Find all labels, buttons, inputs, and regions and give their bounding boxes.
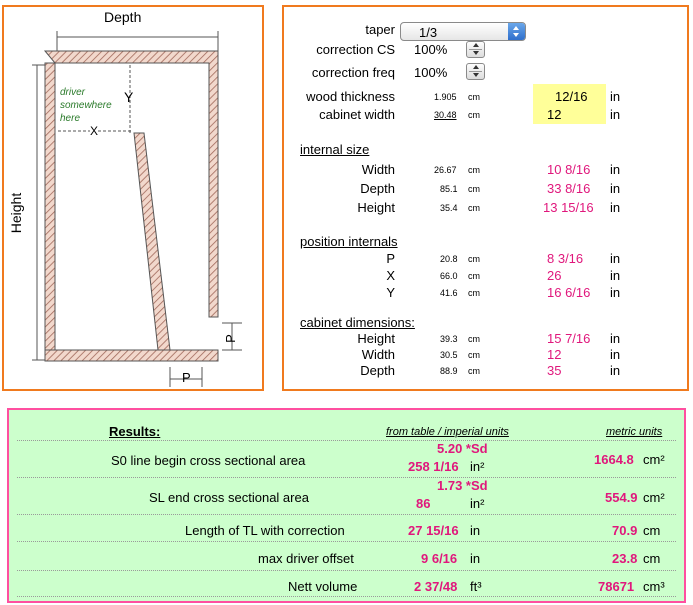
cabinet-width-dim-in: 12 [547, 347, 562, 362]
cabinet-width-in-unit: in [610, 107, 621, 122]
correction-freq-value: 100% [414, 65, 448, 80]
s0-label: S0 line begin cross sectional area [111, 453, 306, 468]
cabinet-left-wall [45, 63, 55, 350]
cabinet-depth-label: Depth [360, 363, 395, 378]
results-panel [7, 408, 686, 603]
offset-metric-unit: cm [643, 551, 661, 566]
s0-metric-value: 1664.8 [594, 452, 634, 467]
cabinet-height-in: 15 7/16 [547, 331, 591, 346]
length-metric-unit: cm [643, 523, 661, 538]
position-y-cm-unit: cm [468, 288, 480, 298]
volume-imperial-unit: ft³ [470, 579, 482, 594]
cabinet-width-dim-cm: 30.5 [440, 350, 458, 360]
cabinet-width-input[interactable]: 12 [547, 107, 562, 122]
volume-metric-value: 78671 [598, 579, 635, 594]
taper-label: taper [365, 22, 395, 37]
internal-depth-label: Depth [360, 181, 395, 196]
select-arrows-icon[interactable] [508, 23, 525, 40]
internal-height-in-unit: in [610, 200, 621, 215]
correction-freq-label: correction freq [311, 65, 395, 80]
results-heading: Results: [109, 424, 161, 439]
length-imperial-value: 27 15/16 [408, 523, 459, 538]
correction-freq-stepper[interactable] [466, 63, 485, 80]
internal-height-in: 13 15/16 [543, 200, 594, 215]
driver-text-line-1: driver [60, 87, 86, 98]
p-label-bottom: P [182, 370, 191, 385]
wood-thickness-input[interactable]: 12/16 [555, 89, 588, 104]
cabinet-bottom-wall [45, 350, 218, 361]
cabinet-depth-cm-unit: cm [468, 366, 480, 376]
height-label: Height [8, 192, 25, 234]
offset-imperial-value: 9 6/16 [421, 551, 458, 566]
driver-text-line-2: somewhere [60, 100, 112, 111]
position-p-label: P [386, 251, 395, 266]
cabinet-width-dim-in-unit: in [610, 347, 621, 362]
cabinet-width-dim-label: Width [361, 347, 395, 362]
diagram-panel [2, 5, 264, 391]
volume-imperial-value: 2 37/48 [414, 579, 458, 594]
position-p-cm: 20.8 [440, 254, 458, 264]
p-label-side: P [222, 334, 238, 343]
cabinet-depth-cm: 88.9 [440, 366, 458, 376]
depth-label: Depth [104, 9, 142, 25]
internal-height-label: Height [357, 200, 395, 215]
position-p-cm-unit: cm [468, 254, 480, 264]
internal-depth-cm-unit: cm [468, 184, 480, 194]
results-divider [17, 570, 676, 571]
volume-label: Nett volume [288, 579, 358, 594]
cabinet-diagram [4, 7, 262, 389]
internal-width-cm-unit: cm [468, 165, 480, 175]
cabinet-dimensions-heading: cabinet dimensions: [300, 315, 415, 330]
driver-text-line-3: here [60, 113, 81, 124]
length-imperial-unit: in [470, 523, 481, 538]
internal-depth-in: 33 8/16 [547, 181, 591, 196]
y-label: Y [124, 89, 134, 105]
results-divider [17, 596, 676, 597]
position-p-in-unit: in [610, 251, 621, 266]
offset-metric-value: 23.8 [612, 551, 638, 566]
sl-imperial-unit: in² [470, 496, 485, 511]
offset-imperial-unit: in [470, 551, 481, 566]
sl-label: SL end cross sectional area [149, 490, 309, 505]
tapered-panel [134, 133, 170, 350]
sl-metric-unit: cm² [643, 490, 665, 505]
s0-imperial-value: 258 1/16 [408, 459, 459, 474]
position-x-cm: 66.0 [440, 271, 458, 281]
internal-width-label: Width [361, 162, 395, 177]
internal-size-heading: internal size [300, 142, 370, 157]
position-x-in-unit: in [610, 268, 621, 283]
position-y-cm: 41.6 [440, 288, 458, 298]
sl-metric-value: 554.9 [605, 490, 638, 505]
cabinet-width-dim-cm-unit: cm [468, 350, 480, 360]
length-metric-value: 70.9 [612, 523, 638, 538]
cabinet-height-cm: 39.3 [440, 334, 458, 344]
cabinet-width-cm: 30.48 [434, 110, 457, 120]
position-x-in: 26 [547, 268, 562, 283]
wood-thickness-in-unit: in [610, 89, 621, 104]
position-x-cm-unit: cm [468, 271, 480, 281]
position-y-in-unit: in [610, 285, 621, 300]
wood-thickness-cm-unit: cm [468, 92, 480, 102]
results-divider [17, 541, 676, 542]
driver-text [60, 86, 112, 125]
internal-depth-in-unit: in [610, 181, 621, 196]
offset-label: max driver offset [258, 551, 354, 566]
col-metric-heading: metric units [606, 426, 663, 438]
internal-width-cm: 26.67 [434, 165, 457, 175]
x-label: X [90, 124, 99, 138]
s0-imperial-unit: in² [470, 459, 485, 474]
length-label: Length of TL with correction [185, 523, 345, 538]
cabinet-height-cm-unit: cm [468, 334, 480, 344]
taper-value: 1/3 [419, 25, 438, 40]
position-y-label: Y [386, 285, 395, 300]
wood-thickness-cm: 1.905 [434, 92, 457, 102]
correction-cs-stepper[interactable] [466, 41, 485, 58]
position-internals-heading: position internals [300, 234, 398, 249]
cabinet-depth-in: 35 [547, 363, 562, 378]
col-imperial-heading: from table / imperial units [386, 426, 509, 438]
cabinet-depth-in-unit: in [610, 363, 621, 378]
s0-sd-value: 5.20 *Sd [437, 441, 488, 456]
results-divider [17, 477, 676, 478]
internal-height-cm: 35.4 [440, 203, 458, 213]
position-p-in: 8 3/16 [547, 251, 584, 266]
cabinet-height-label: Height [357, 331, 395, 346]
volume-metric-unit: cm³ [643, 579, 665, 594]
correction-cs-label: correction CS [316, 42, 395, 57]
internal-width-in: 10 8/16 [547, 162, 591, 177]
internal-height-cm-unit: cm [468, 203, 480, 213]
internal-depth-cm: 85.1 [440, 184, 458, 194]
cabinet-width-cm-unit: cm [468, 110, 480, 120]
position-x-label: X [386, 268, 395, 283]
s0-metric-unit: cm² [643, 452, 665, 467]
sl-sd-value: 1.73 *Sd [437, 478, 488, 493]
results-divider [17, 440, 676, 441]
cabinet-height-in-unit: in [610, 331, 621, 346]
taper-select[interactable] [400, 22, 526, 41]
internal-width-in-unit: in [610, 162, 621, 177]
cabinet-width-label: cabinet width [319, 107, 395, 122]
correction-cs-value: 100% [414, 42, 448, 57]
wood-thickness-label: wood thickness [306, 89, 395, 104]
sl-imperial-value: 86 [416, 496, 431, 511]
position-y-in: 16 6/16 [547, 285, 591, 300]
results-divider [17, 514, 676, 515]
